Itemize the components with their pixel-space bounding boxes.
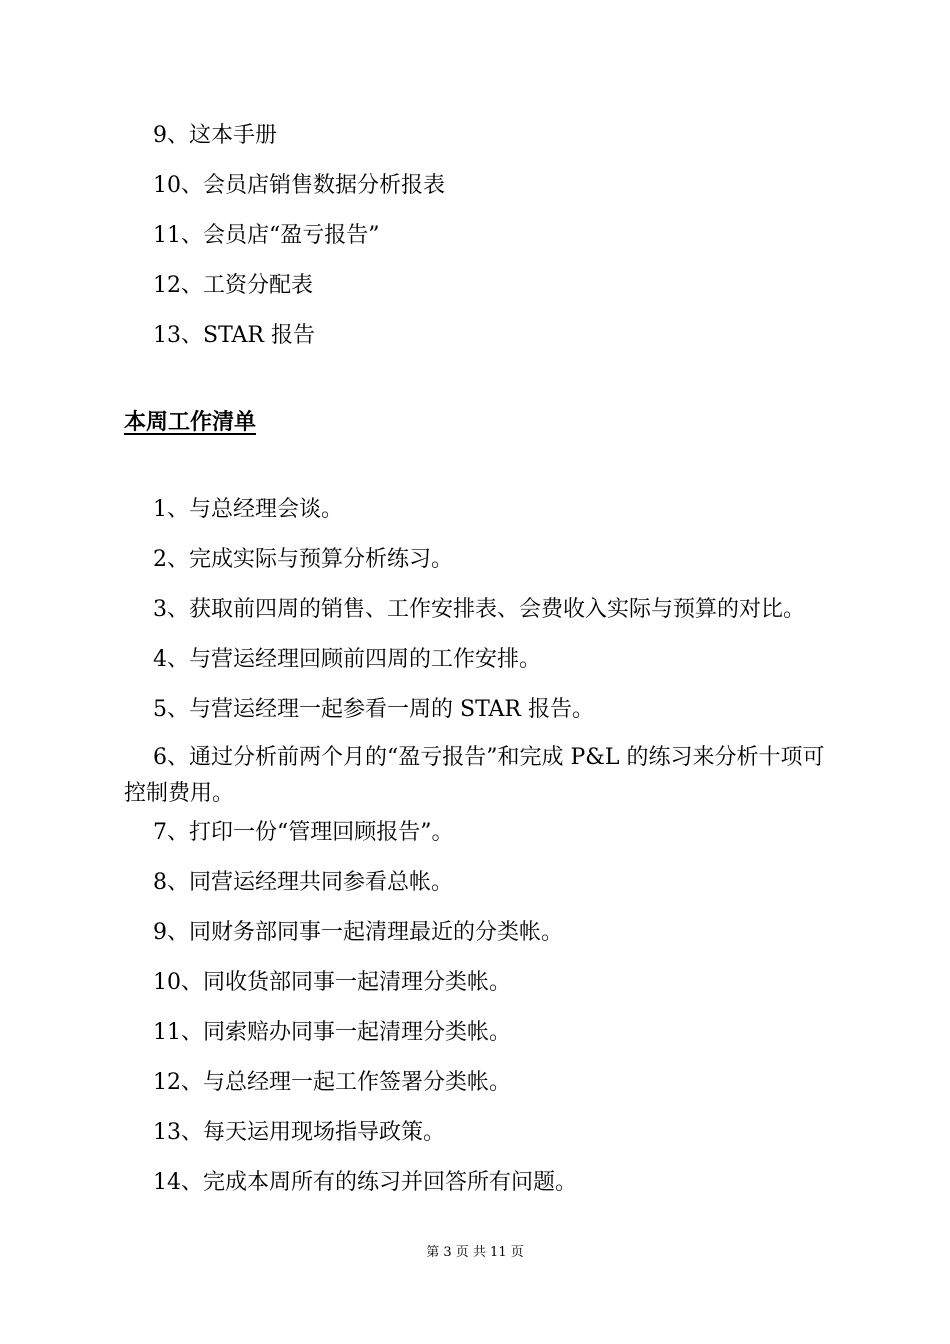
task-item: 10、同收货部同事一起清理分类帐。 xyxy=(153,970,511,995)
list-item: 9、这本手册 xyxy=(153,123,277,148)
task-item: 9、同财务部同事一起清理最近的分类帐。 xyxy=(153,920,563,945)
task-item: 14、完成本周所有的练习并回答所有问题。 xyxy=(153,1170,577,1195)
task-item: 5、与营运经理一起参看一周的 STAR 报告。 xyxy=(153,697,594,722)
list-item: 11、会员店“盈亏报告” xyxy=(153,223,380,248)
task-item: 1、与总经理会谈。 xyxy=(153,497,343,522)
task-item: 2、完成实际与预算分析练习。 xyxy=(153,547,453,572)
page-footer: 第 3 页 共 11 页 xyxy=(426,1245,524,1260)
list-item: 12、工资分配表 xyxy=(153,273,313,298)
task-item: 8、同营运经理共同参看总帐。 xyxy=(153,870,453,895)
list-item: 13、STAR 报告 xyxy=(153,323,315,348)
task-item: 7、打印一份“管理回顾报告”。 xyxy=(153,820,454,845)
task-item: 12、与总经理一起工作签署分类帐。 xyxy=(153,1070,511,1095)
task-item: 3、获取前四周的销售、工作安排表、会费收入实际与预算的对比。 xyxy=(153,597,805,622)
section-title: 本周工作清单 xyxy=(124,410,257,435)
task-item: 13、每天运用现场指导政策。 xyxy=(153,1120,445,1145)
list-item: 10、会员店销售数据分析报表 xyxy=(153,173,445,198)
task-item: 4、与营运经理回顾前四周的工作安排。 xyxy=(153,647,541,672)
task-item: 6、通过分析前两个月的“盈亏报告”和完成 P&L 的练习来分析十项可控制费用。 xyxy=(124,745,825,806)
task-item: 11、同索赔办同事一起清理分类帐。 xyxy=(153,1020,511,1045)
